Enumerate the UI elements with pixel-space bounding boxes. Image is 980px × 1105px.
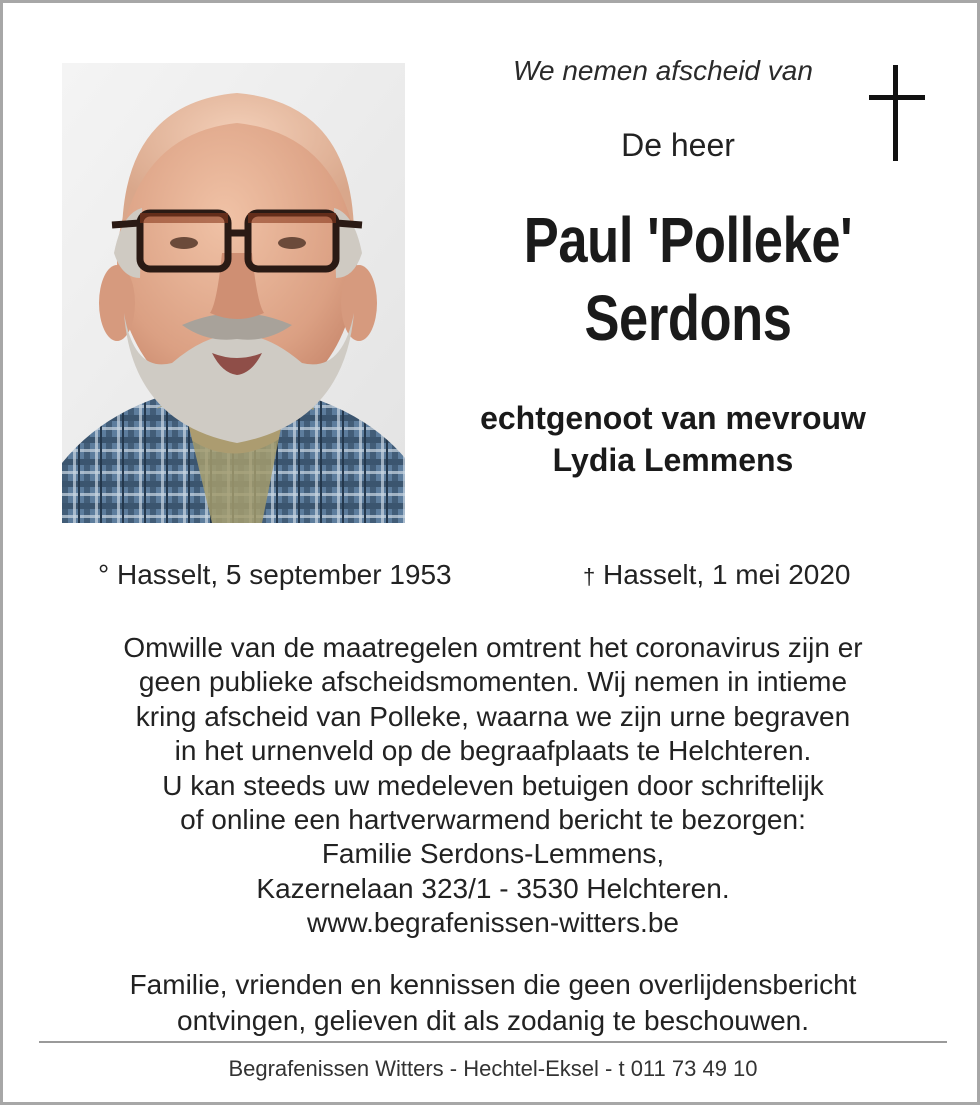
salutation: De heer: [621, 127, 735, 163]
message-line: U kan steeds uw medeleven betuigen door schriftelijk: [162, 769, 824, 801]
death-text: Hasselt, 1 mei 2020: [595, 559, 851, 590]
notice-line: ontvingen, gelieven dit als zodanig te beschouwen.: [177, 1005, 809, 1036]
notice-block: [43, 967, 943, 1039]
deceased-name-line1: Paul 'Polleke': [523, 204, 853, 276]
spouse-line1: echtgenoot van mevrouw: [480, 400, 866, 436]
portrait-photo: [62, 63, 405, 523]
undertaker-contact: Begrafenissen Witters - Hechtel-Eksel - t 011 73 49 10: [228, 1056, 758, 1081]
message-line: kring afscheid van Polleke, waarna we zijn urne begraven: [135, 700, 851, 732]
dagger-icon: †: [583, 564, 596, 589]
message-line: in het urnenveld op de begraafplaats te Helchteren.: [174, 735, 812, 767]
message-block: [43, 631, 943, 941]
intro-text: We nemen afscheid van: [513, 55, 813, 86]
divider: [39, 1041, 947, 1043]
spouse-info: [433, 397, 913, 481]
message-line: Omwille van de maatregelen omtrent het coronavirus zijn er: [123, 632, 863, 663]
message-line: Familie Serdons-Lemmens,: [321, 838, 665, 870]
notice-line: Familie, vrienden en kennissen die geen overlijdensbericht: [129, 969, 857, 1000]
birth-info: ° Hasselt, 5 september 1953: [98, 559, 452, 590]
website-text: www.begrafenissen-witters.be: [307, 907, 679, 939]
deceased-name: [487, 201, 889, 357]
death-info: [583, 559, 851, 591]
message-line: geen publieke afscheidsmomenten. Wij nemen in intieme: [138, 666, 848, 698]
spouse-line2: Lydia Lemmens: [552, 442, 794, 478]
message-line: of online een hartverwarmend bericht te bezorgen:: [180, 804, 806, 836]
deceased-name-line2: Serdons: [584, 282, 792, 354]
message-line: Kazernelaan 323/1 - 3530 Helchteren.: [256, 872, 730, 904]
